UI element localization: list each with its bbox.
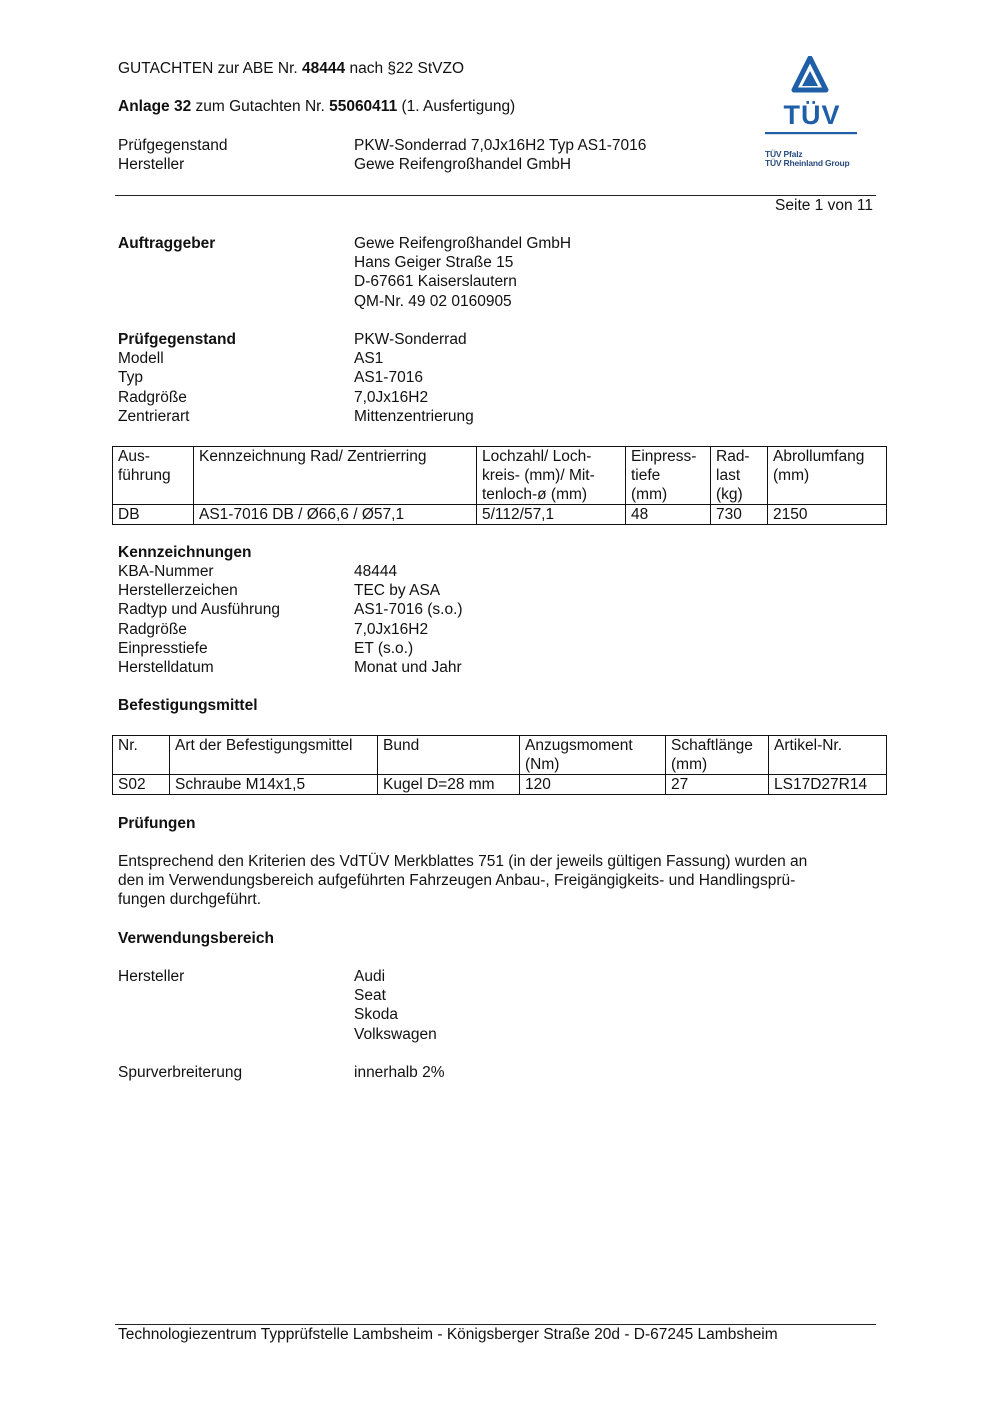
list-item: Volkswagen <box>354 1025 437 1043</box>
pruefungen-paragraph <box>118 852 807 910</box>
field-value: AS1-7016 (s.o.) <box>354 601 463 619</box>
paragraph-line: den im Verwendungsbereich aufgeführten Fahrzeugen Anbau-, Freigängigkeits- und Handlingsprü- <box>118 872 796 890</box>
table-header-cell: Kennzeichnung Rad/ Zentrierring <box>194 447 477 505</box>
field-value: PKW-Sonderrad <box>354 331 467 348</box>
table-header-cell: Abrollumfang (mm) <box>768 447 887 505</box>
field-label: Herstelldatum <box>118 658 214 676</box>
address-line: Hans Geiger Straße 15 <box>354 254 514 272</box>
table-cell: AS1-7016 DB / Ø66,6 / Ø57,1 <box>194 505 477 525</box>
address-line: Gewe Reifengroßhandel GmbH <box>354 235 572 252</box>
auftraggeber-address <box>354 234 571 311</box>
table-header-cell: Anzugsmoment (Nm) <box>520 736 666 775</box>
header-herst-label: Hersteller <box>118 156 185 173</box>
field-label: Einpresstiefe <box>118 639 208 657</box>
rad-table <box>112 446 887 525</box>
header-pruef-label: Prüfgegenstand <box>118 137 228 154</box>
field-label: Radtyp und Ausführung <box>118 601 281 619</box>
table-cell: Kugel D=28 mm <box>378 775 520 795</box>
field-value: 7,0Jx16H2 <box>354 388 429 406</box>
table-row <box>113 775 887 795</box>
field-value: AS1 <box>354 350 384 368</box>
table-cell: 2150 <box>768 505 887 525</box>
spur-label: Spurverbreiterung <box>118 1064 243 1081</box>
table-cell: 48 <box>626 505 711 525</box>
table-header-cell: Bund <box>378 736 520 775</box>
pruefgegenstand-labels <box>118 330 236 426</box>
table-cell: 27 <box>666 775 769 795</box>
kennzeichnungen-values <box>354 562 463 677</box>
table-header-cell: Schaftlänge (mm) <box>666 736 769 775</box>
list-item: Seat <box>354 987 386 1005</box>
footer-text: Technologiezentrum Typprüfstelle Lambsheim - Königsberger Straße 20d - D-67245 Lambsheim <box>118 1326 778 1343</box>
list-item: Skoda <box>354 1006 398 1024</box>
befestigung-table <box>112 735 887 795</box>
field-value: AS1-7016 <box>354 369 423 387</box>
hersteller-list <box>354 967 437 1044</box>
table-header-cell: Art der Befestigungsmittel <box>170 736 378 775</box>
befestigung-title: Befestigungsmittel <box>118 697 258 714</box>
table-cell: DB <box>113 505 194 525</box>
header-line-anlage: Anlage 32 zum Gutachten Nr. 55060411 (1. Ausfertigung) <box>118 98 516 115</box>
field-label: KBA-Nummer <box>118 563 214 580</box>
table-cell: S02 <box>113 775 170 795</box>
table-cell: Schraube M14x1,5 <box>170 775 378 795</box>
page-number: Seite 1 von 11 <box>775 197 873 214</box>
field-label: Herstellerzeichen <box>118 582 238 600</box>
tuv-logo-sub2: TÜV Rheinland Group <box>765 158 850 168</box>
pruefgegenstand-title: Prüfgegenstand <box>118 331 236 348</box>
table-header-row <box>113 736 887 775</box>
hersteller-label: Hersteller <box>118 968 185 985</box>
auftraggeber-label: Auftraggeber <box>118 235 216 252</box>
field-label: Radgröße <box>118 388 187 406</box>
field-value: 48444 <box>354 563 398 580</box>
field-value: Mittenzentrierung <box>354 407 474 425</box>
field-label: Typ <box>118 369 143 387</box>
kennzeichnungen-title: Kennzeichnungen <box>118 544 252 561</box>
tuv-logo <box>762 56 862 168</box>
header-pruef-value: PKW-Sonderrad 7,0Jx16H2 Typ AS1-7016 <box>354 137 647 154</box>
table-cell: 5/112/57,1 <box>477 505 626 525</box>
table-cell: 120 <box>520 775 666 795</box>
table-cell: LS17D27R14 <box>769 775 887 795</box>
field-value: ET (s.o.) <box>354 639 414 657</box>
field-value: TEC by ASA <box>354 582 441 600</box>
table-row <box>113 505 887 525</box>
verwendungsbereich-title: Verwendungsbereich <box>118 930 274 947</box>
table-header-cell: Nr. <box>113 736 170 775</box>
header-divider <box>115 195 876 196</box>
pruefungen-title: Prüfungen <box>118 815 196 832</box>
table-header-cell: Einpress- tiefe (mm) <box>626 447 711 505</box>
field-label: Radgröße <box>118 620 187 638</box>
pruefgegenstand-values <box>354 330 474 426</box>
table-header-row <box>113 447 887 505</box>
kennzeichnungen-labels <box>118 562 280 677</box>
field-label: Modell <box>118 350 164 368</box>
field-value: 7,0Jx16H2 <box>354 620 429 638</box>
tuv-logo-sub1: TÜV Pfalz <box>765 149 803 159</box>
spur-value: innerhalb 2% <box>354 1064 445 1081</box>
paragraph-line: fungen durchgeführt. <box>118 891 262 909</box>
table-header-cell: Lochzahl/ Loch- kreis- (mm)/ Mit- tenloch-ø (mm) <box>477 447 626 505</box>
header-herst-value: Gewe Reifengroßhandel GmbH <box>354 156 572 173</box>
address-line: D-67661 Kaiserslautern <box>354 273 517 291</box>
tuv-logo-word: TÜV <box>783 100 841 130</box>
table-header-cell: Rad- last (kg) <box>711 447 768 505</box>
address-line: QM-Nr. 49 02 0160905 <box>354 292 512 310</box>
table-cell: 730 <box>711 505 768 525</box>
field-label: Zentrierart <box>118 407 190 425</box>
header-line-abe: GUTACHTEN zur ABE Nr. 48444 nach §22 StVZO <box>118 60 465 77</box>
list-item: Audi <box>354 968 386 985</box>
table-header-cell: Artikel-Nr. <box>769 736 887 775</box>
paragraph-line: Entsprechend den Kriterien des VdTÜV Merkblattes 751 (in der jeweils gültigen Fassung) wurden an <box>118 853 808 870</box>
field-value: Monat und Jahr <box>354 658 462 676</box>
table-header-cell: Aus- führung <box>113 447 194 505</box>
